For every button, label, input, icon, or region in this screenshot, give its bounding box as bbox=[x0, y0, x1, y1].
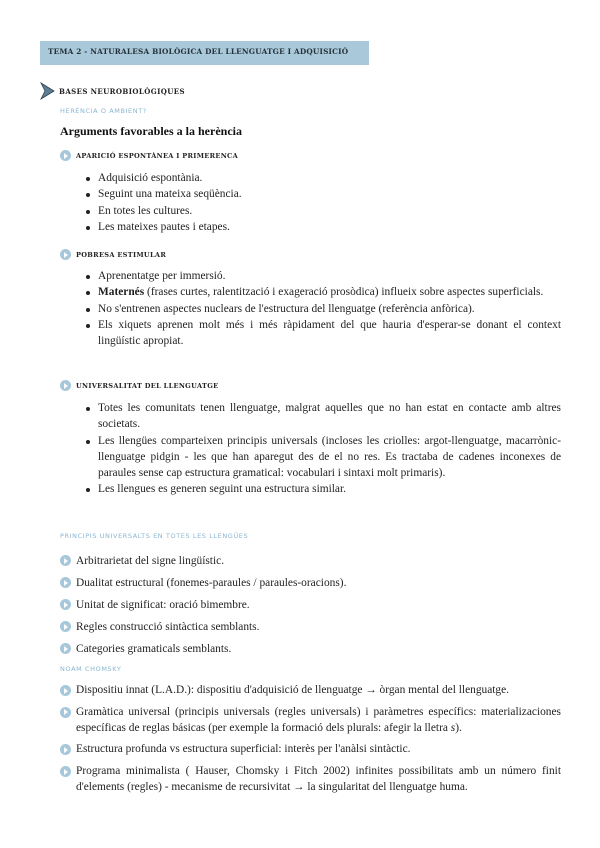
arrow-circle-icon bbox=[60, 150, 71, 161]
arrow-circle-icon bbox=[60, 707, 71, 718]
list-item: Aprenentatge per immersió. bbox=[84, 268, 561, 284]
principis-title: PRINCIPIS UNIVERSALTS EN TOTES LES LLENGÜES bbox=[60, 532, 249, 540]
triangle-arrow-icon bbox=[39, 82, 55, 100]
arguments-subtitle: Arguments favorables a la herència bbox=[60, 124, 242, 138]
list-item: Les mateixes pautes i etapes. bbox=[84, 219, 561, 235]
list-item bbox=[60, 683, 561, 699]
pobresa-list bbox=[84, 268, 561, 349]
herencia-label: HERÈNCIA O AMBIENT? bbox=[60, 107, 147, 115]
list-item bbox=[60, 764, 561, 796]
list-item: Els xiquets aprenen molt més i més ràpidament del que hauria d'esperar-se donant el context lingüístic apropiat. bbox=[84, 317, 561, 350]
arrow-circle-icon bbox=[60, 744, 71, 755]
arrow-circle-icon bbox=[60, 555, 71, 566]
list-item bbox=[60, 550, 561, 572]
list-item bbox=[60, 572, 561, 594]
list-item-text: Estructura profunda vs estructura superficial: interès per l'anàlsi sintàctic. bbox=[76, 743, 411, 756]
pobresa-title: POBRESA ESTIMULAR bbox=[76, 250, 167, 259]
list-item-text: Programa minimalista ( Hauser, Chomsky i Fitch 2002) infinites possibilitats amb un número finit d'elements (regles) - mecanisme de recursivitat → la singularitat del llenguatge huma. bbox=[76, 765, 561, 793]
universalitat-heading bbox=[60, 380, 218, 391]
list-item: Seguint una mateixa seqüència. bbox=[84, 186, 561, 202]
aparicio-heading bbox=[60, 150, 238, 161]
list-item-text: Categories gramaticals semblants. bbox=[76, 643, 232, 655]
universalitat-title: UNIVERSALITAT DEL LLENGUATGE bbox=[76, 381, 219, 390]
arrow-circle-icon bbox=[60, 766, 71, 777]
section-title: BASES NEUROBIOLÒGIQUES bbox=[59, 86, 185, 96]
maternes-term: Maternés bbox=[98, 286, 145, 299]
list-item bbox=[60, 594, 561, 616]
universalitat-list bbox=[84, 400, 561, 498]
arrow-circle-icon bbox=[60, 249, 71, 260]
list-item bbox=[60, 638, 561, 660]
list-item: Adquisició espontània. bbox=[84, 170, 561, 186]
list-item-text: Gramàtica universal (principis universals (regles universals) i paràmetres específics: materializaciones específicas de reglas básicas (per exemple la formació dels plurals: afegir la lletra bbox=[76, 705, 561, 734]
list-item bbox=[60, 705, 561, 737]
arrow-circle-icon bbox=[60, 380, 71, 391]
arrow-circle-icon bbox=[60, 643, 71, 654]
maternes-text: (frases curtes, ralentització i exageració prosòdica) influeix sobre aspectes superficials. bbox=[144, 286, 544, 299]
aparicio-list bbox=[84, 170, 561, 235]
list-item bbox=[60, 616, 561, 638]
section-heading bbox=[39, 82, 185, 100]
list-item-text-end: ). bbox=[455, 721, 462, 734]
list-item bbox=[60, 742, 561, 758]
arrow-circle-icon bbox=[60, 577, 71, 588]
list-item-text: Regles construcció sintàctica semblants. bbox=[76, 621, 260, 633]
list-item: No s'entrenen aspectes nuclears de l'estructura del llenguatge (referència anfòrica). bbox=[84, 301, 561, 317]
page-header bbox=[40, 41, 369, 65]
principis-list bbox=[60, 550, 561, 660]
arrow-circle-icon bbox=[60, 599, 71, 610]
arrow-circle-icon bbox=[60, 685, 71, 696]
list-item: Totes les comunitats tenen llenguatge, malgrat aquelles que no han estat en contacte amb altres societats. bbox=[84, 400, 561, 433]
list-item-text: Unitat de significat: oració bimembre. bbox=[76, 599, 250, 611]
list-item-italic: s bbox=[450, 721, 456, 734]
chomsky-list bbox=[60, 683, 561, 796]
pobresa-heading bbox=[60, 249, 166, 260]
list-item: Les llengües comparteixen principis universals (incloses les criolles: argot-llenguatge, macarrònic-llenguatge pidgin - les que han aparegut des de el no res. Es tractaba de cadenes inconexes de paraules sense cap estructura gramatical: vocabulari i sintaxi molt primaris). bbox=[84, 433, 561, 482]
list-item-text: Dualitat estructural (fonemes-paraules / paraules-oracions). bbox=[76, 577, 347, 589]
list-item bbox=[84, 284, 561, 300]
list-item-text: Dispositiu innat (L.A.D.): dispositiu d'adquisició de llenguatge → òrgan mental del llenguatge. bbox=[76, 684, 510, 696]
page-title: TEMA 2 - NATURALESA BIOLÒGICA DEL LLENGUATGE I ADQUISICIÓ bbox=[48, 47, 349, 56]
list-item: Les llengues es generen seguint una estructura similar. bbox=[84, 481, 561, 497]
list-item: En totes les cultures. bbox=[84, 203, 561, 219]
chomsky-title: NOAM CHOMSKY bbox=[60, 665, 122, 673]
arrow-circle-icon bbox=[60, 621, 71, 632]
list-item-text: Arbitrarietat del signe lingüístic. bbox=[76, 555, 225, 567]
aparicio-title: APARICIÓ ESPONTÀNEA I PRIMERENCA bbox=[76, 151, 239, 160]
